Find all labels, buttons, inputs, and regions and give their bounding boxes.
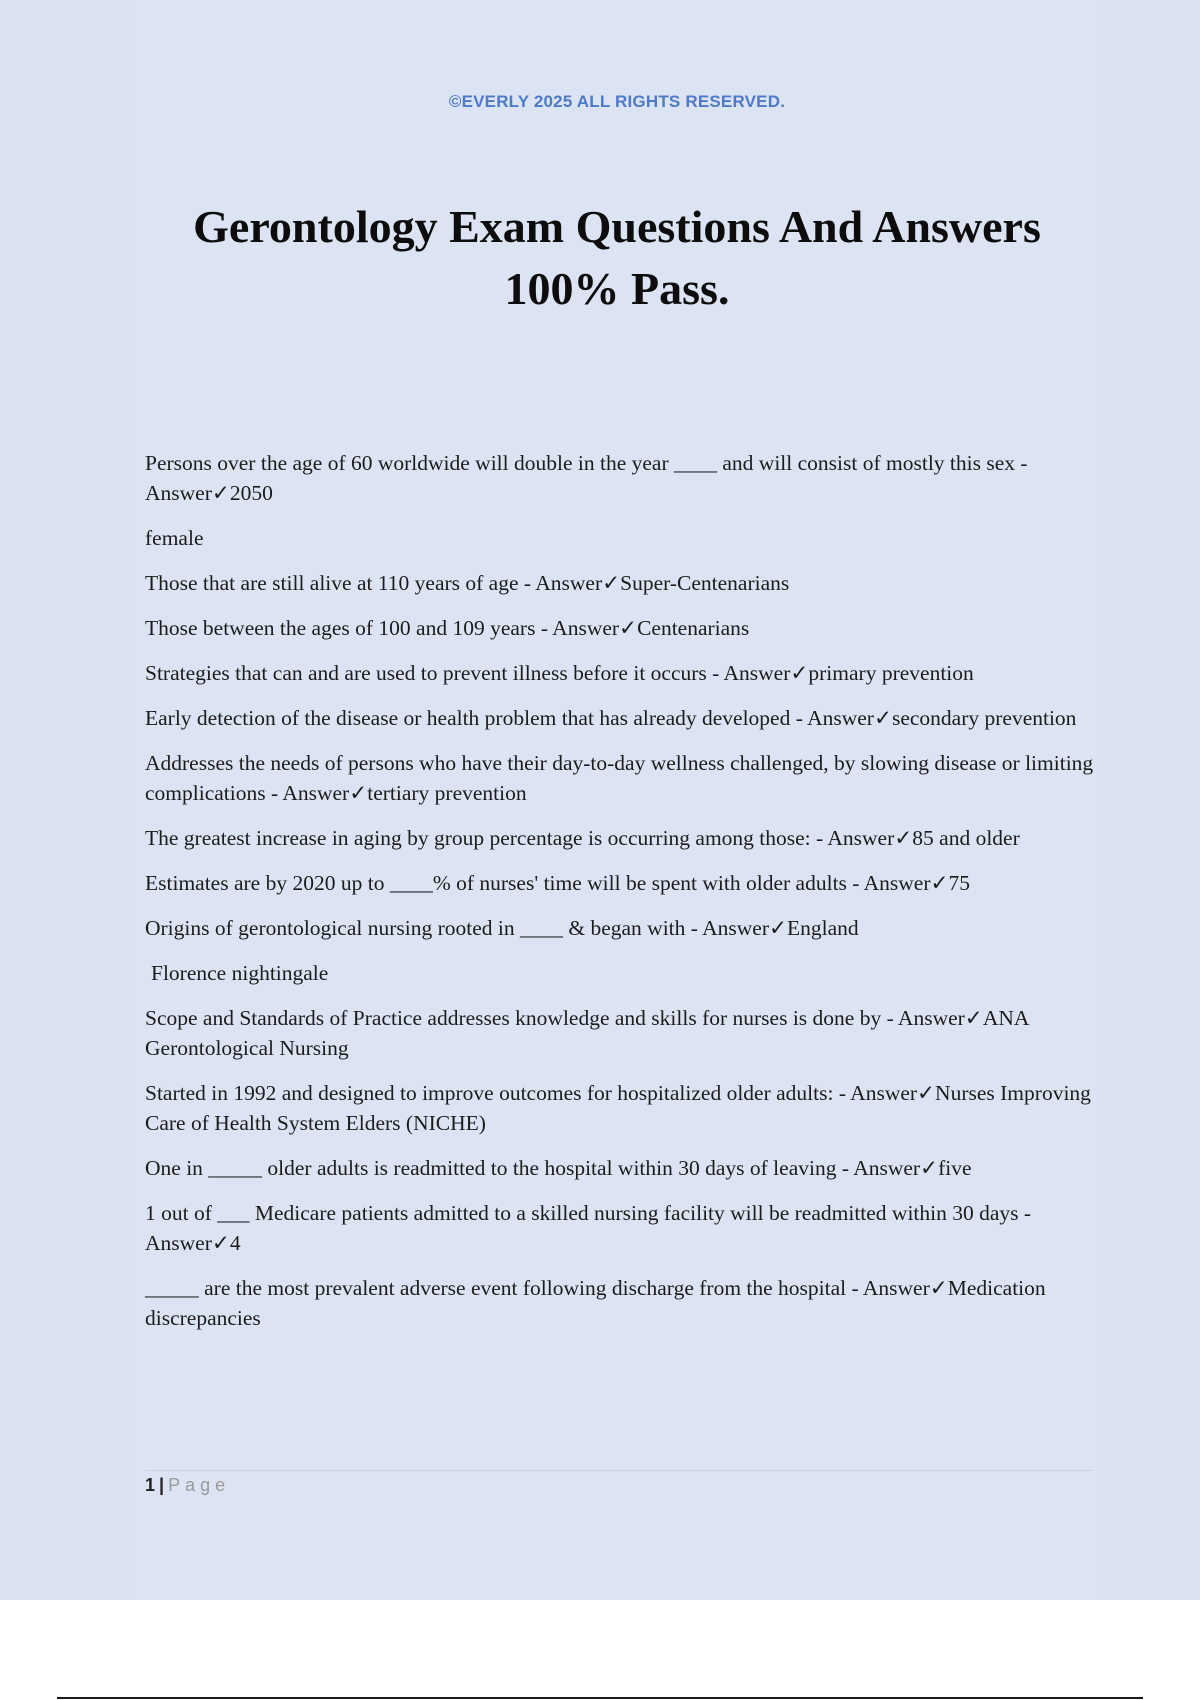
- copyright-notice: ©EVERLY 2025 ALL RIGHTS RESERVED.: [448, 92, 786, 111]
- qa-item: One in _____ older adults is readmitted to the hospital within 30 days of leaving - Answer✓five: [145, 1156, 972, 1180]
- qa-item: Persons over the age of 60 worldwide will double in the year ____ and will consist of mostly this sex - Answer✓2050: [145, 451, 1028, 505]
- qa-item: Origins of gerontological nursing rooted in ____ & began with - Answer✓England: [145, 916, 859, 940]
- qa-item: The greatest increase in aging by group percentage is occurring among those: - Answer✓85 and older: [145, 826, 1020, 850]
- qa-item: _____ are the most prevalent adverse event following discharge from the hospital - Answer✓Medication discrepancies: [145, 1276, 1046, 1330]
- document-title: [0, 196, 1200, 320]
- footer-separator: |: [159, 1475, 165, 1495]
- bottom-divider: [57, 1697, 1143, 1699]
- qa-item: Addresses the needs of persons who have their day-to-day wellness challenged, by slowing disease or limiting complications - Answer✓tertiary prevention: [145, 751, 1094, 805]
- qa-item: female: [145, 526, 204, 550]
- qa-item: 1 out of ___ Medicare patients admitted to a skilled nursing facility will be readmitted within 30 days - Answer✓4: [145, 1201, 1032, 1255]
- qa-item: Started in 1992 and designed to improve outcomes for hospitalized older adults: - Answer✓Nurses Improving Care of Health System Elders (NICHE): [145, 1081, 1091, 1135]
- qa-item: Strategies that can and are used to prevent illness before it occurs - Answer✓primary prevention: [145, 661, 974, 685]
- qa-item: Those between the ages of 100 and 109 years - Answer✓Centenarians: [145, 616, 750, 640]
- qa-item: Scope and Standards of Practice addresses knowledge and skills for nurses is done by - Answer✓ANA Gerontological Nursing: [145, 1006, 1029, 1060]
- page-footer: [145, 1475, 230, 1496]
- qa-item: Those that are still alive at 110 years of age - Answer✓Super-Centenarians: [145, 571, 790, 595]
- qa-item: Estimates are by 2020 up to ____% of nurses' time will be spent with older adults - Answer✓75: [145, 871, 971, 895]
- document-title-line-1: Gerontology Exam Questions And Answers: [193, 201, 1041, 252]
- page-number: 1: [145, 1475, 156, 1495]
- qa-item: Early detection of the disease or health problem that has already developed - Answer✓secondary prevention: [145, 706, 1077, 730]
- qa-item: Florence nightingale: [151, 961, 329, 985]
- document-title-line-2: 100% Pass.: [504, 263, 730, 314]
- page-label: Page: [168, 1475, 231, 1495]
- question-answer-list: [145, 448, 1095, 1348]
- footer-divider: [145, 1470, 1093, 1471]
